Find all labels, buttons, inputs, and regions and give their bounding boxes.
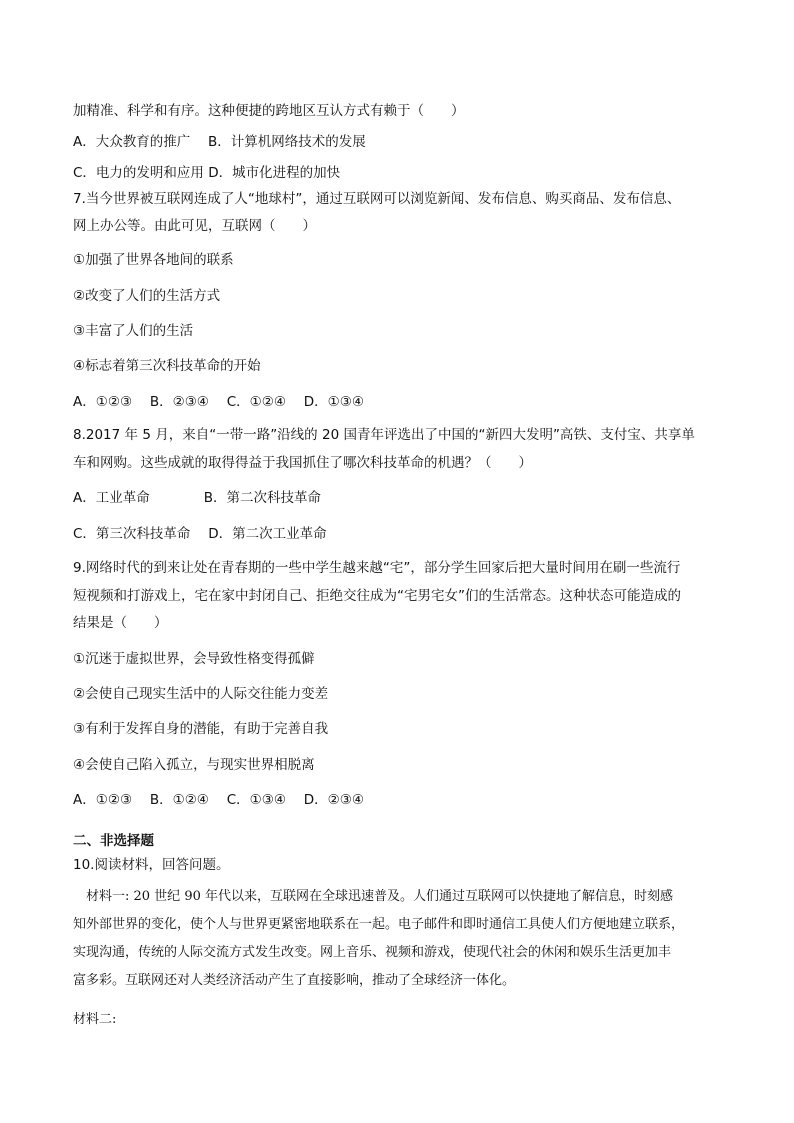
- material-1-line-4: 富多彩。互联网还对人类经济活动产生了直接影响，推动了全球经济一体化。: [73, 973, 516, 988]
- q10-stem: 10.阅读材料，回答问题。: [73, 857, 230, 873]
- q8-stem-line-2: 车和网购。这些成就的取得得益于我国抓住了哪次科技革命的机遇？（ ）: [73, 455, 532, 471]
- material-2-label: 材料二:: [73, 1012, 117, 1027]
- q7-stem-line-1: 7.当今世界被互联网连成了人“地球村”，通过互联网可以浏览新闻、发布信息、购买商品、发布信息、: [73, 191, 681, 207]
- material-1-line-1: 材料一: 20 世纪 90 年代以来，互联网在全球迅速普及。人们通过互联网可以快捷地了解信息，时刻感: [73, 889, 673, 904]
- q8-options-cd: C．第三次科技革命 D．第二次工业革命: [73, 526, 327, 542]
- q6-options-ab: A．大众教育的推广 B．计算机网络技术的发展: [73, 134, 366, 150]
- q7-stem-line-2: 网上办公等。由此可见，互联网（ ）: [73, 218, 316, 234]
- q9-stem-line-1: 9.网络时代的到来让处在青春期的一些中学生越来越“宅”，部分学生回家后把大量时间用在刷一些流行: [73, 560, 681, 576]
- q7-item-1: ①加强了世界各地间的联系: [73, 252, 234, 268]
- q9-item-1: ①沉迷于虚拟世界，会导致性格变得孤僻: [73, 651, 315, 667]
- q7-item-3: ③丰富了人们的生活: [73, 323, 194, 339]
- material-1-line-2: 知外部世界的变化，使个人与世界更紧密地联系在一起。电子邮件和即时通信工具使人们方便地建立联系，: [73, 917, 685, 932]
- q9-item-3: ③有利于发挥自身的潜能，有助于完善自我: [73, 721, 329, 737]
- q6-stem-continuation: 加精准、科学和有序。这种便捷的跨地区互认方式有赖于（ ）: [73, 103, 465, 119]
- material-1-line-3: 实现沟通，传统的人际交流方式发生改变。网上音乐、视频和游戏，使现代社会的休闲和娱乐生活更加丰: [73, 945, 672, 960]
- q9-stem-line-3: 结果是（ ）: [73, 615, 168, 631]
- q7-options: A．①②③ B．②③④ C．①②④ D．①③④: [73, 394, 364, 410]
- q6-options-cd: C．电力的发明和应用 D．城市化进程的加快: [73, 165, 341, 181]
- q8-options-ab: A．工业革命 B．第二次科技革命: [73, 490, 321, 506]
- q8-stem-line-1: 8.2017 年 5 月，来自“一带一路”沿线的 20 国青年评选出了中国的“新四大发明”高铁、支付宝、共享单: [73, 427, 695, 443]
- q9-item-2: ②会使自己现实生活中的人际交往能力变差: [73, 686, 329, 702]
- q9-item-4: ④会使自己陷入孤立，与现实世界相脱离: [73, 757, 315, 773]
- section-heading: 二、非选择题: [73, 833, 154, 849]
- q9-options: A．①②③ B．①②④ C．①③④ D．②③④: [73, 792, 364, 808]
- q7-item-4: ④标志着第三次科技革命的开始: [73, 358, 261, 374]
- q9-stem-line-2: 短视频和打游戏上，宅在家中封闭自己、拒绝交往成为“宅男宅女”们的生活常态。这种状态可能造成的: [73, 588, 681, 604]
- q7-item-2: ②改变了人们的生活方式: [73, 288, 221, 304]
